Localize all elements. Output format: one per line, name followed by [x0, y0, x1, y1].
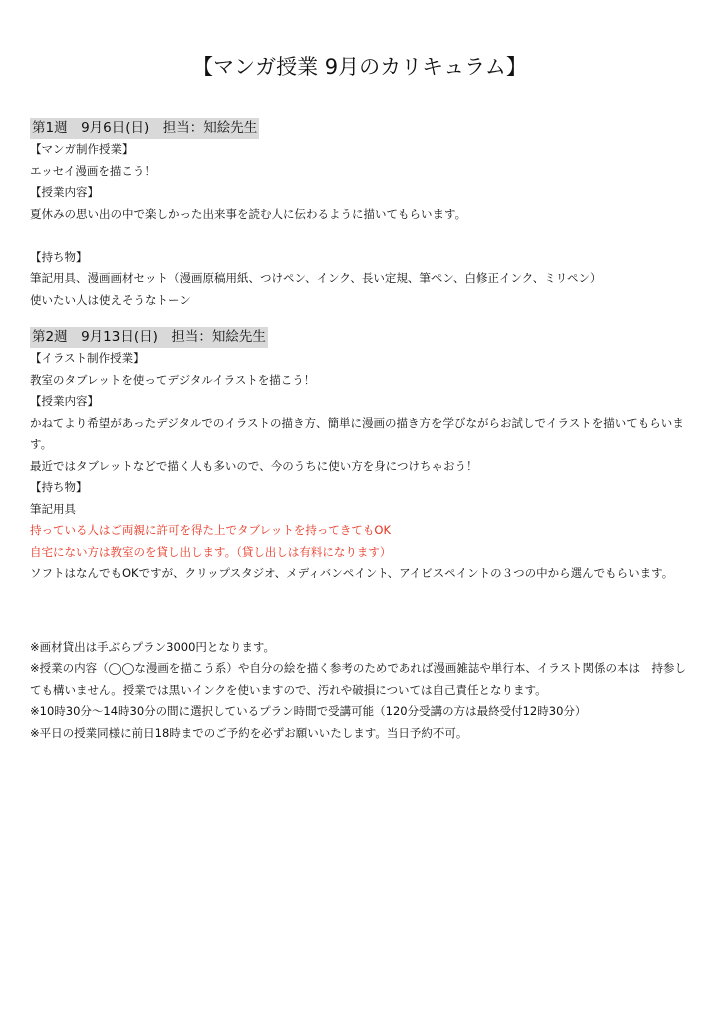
week2-content-text: かねてより希望があったデジタルでのイラストの描き方、簡単に漫画の描き方を学びながらお試しでイラストを描いてもらいます。: [30, 415, 684, 451]
week1-spacer: [30, 225, 690, 247]
note-item: ※画材貸出は手ぶらプラン3000円となります。: [30, 639, 275, 654]
week2-class-type: 【イラスト制作授業】: [30, 351, 145, 365]
week1-section: [30, 117, 690, 311]
week2-header: 第2週 9月13日(日) 担当：知絵先生: [30, 327, 268, 348]
section-spacer: [30, 311, 690, 326]
week1-header: 第1週 9月6日(日) 担当：知絵先生: [30, 118, 259, 139]
note-item: ※10時30分〜14時30分の間に選択しているプラン時間で受講可能（120分受講の方は最終受付12時30分）: [30, 704, 587, 718]
week1-tagline: エッセイ漫画を描こう！: [30, 163, 156, 178]
note-item: ※平日の授業同様に前日18時までのご予約を必ずお願いいたします。当日予約不可。: [30, 725, 468, 740]
page-title: 【マンガ授業 9月のカリキュラム】: [192, 55, 527, 79]
week1-items-line2: 使いたい人は使えそうなトーン: [30, 292, 191, 307]
week1-content-heading: 【授業内容】: [30, 185, 99, 199]
note-item: ※授業の内容（◯◯な漫画を描こう系）や自分の絵を描く参考のためであれば漫画雑誌や単行本、イラスト関係の本は 持参しても構いません。授業では黒いインクを使いますので、汚れや破損については自己責任となります。: [30, 661, 687, 697]
week2-items-line1: 筆記用具: [30, 501, 76, 516]
week2-items-heading: 【持ち物】: [30, 480, 88, 494]
week1-items-heading: 【持ち物】: [30, 249, 88, 264]
week2-content-text2: 最近ではタブレットなどで描く人も多いので、今のうちに使い方を身につけちゃおう！: [30, 458, 478, 473]
week2-red-note-1: 持っている人はご両親に許可を得た上でタブレットを持ってきてもOK: [30, 523, 392, 537]
week1-header-row: [30, 117, 690, 139]
curriculum-content: [30, 117, 690, 744]
week1-items-line1: 筆記用具、漫画画材セット（漫画原稿用紙、つけペン、インク、長い定規、筆ペン、白修正インク、ミリペン）: [30, 271, 602, 285]
week2-section: [30, 326, 690, 585]
week1-content-text: 夏休みの思い出の中で楽しかった出来事を読む人に伝わるように描いてもらいます。: [30, 206, 467, 221]
week2-red-note-2: 自宅にない方は教室のを貸し出します。（貸し出しは有料になります）: [30, 544, 392, 559]
week1-class-type: 【マンガ制作授業】: [30, 142, 134, 156]
week2-tagline: 教室のタブレットを使ってデジタルイラストを描こう！: [30, 372, 316, 387]
week2-content-heading: 【授業内容】: [30, 394, 99, 408]
notes-section: [30, 637, 690, 745]
week2-header-row: [30, 326, 690, 348]
week2-software-text: ソフトはなんでもOKですが、クリップスタジオ、メディバンペイント、アイビスペイントの３つの中から選んでもらいます。: [30, 566, 674, 580]
